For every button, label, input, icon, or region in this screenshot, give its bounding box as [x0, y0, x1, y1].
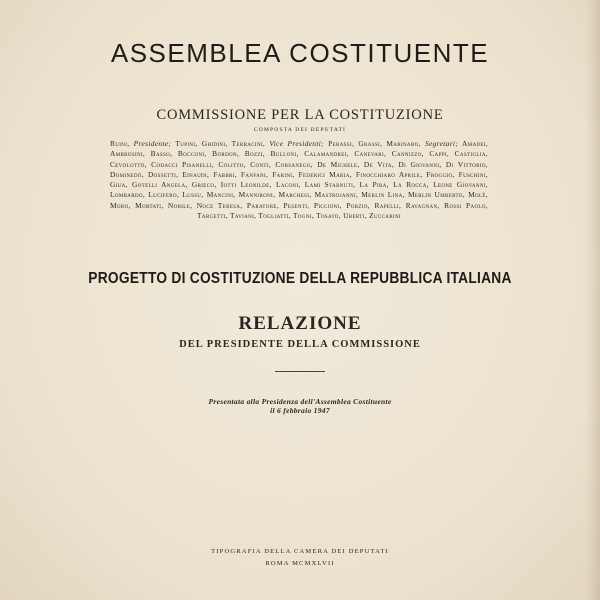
- divider: [275, 371, 325, 372]
- members-text-3: Perassi, Grassi, Marinaro,: [323, 139, 425, 148]
- place-and-year: ROMA MCMXLVII: [265, 560, 335, 567]
- members-text-4: Amadei, Ambrosini, Basso, Bocconi, Bordon, Bozzi, Bulloni, Calamandrei, Canevari, Cannizzo, Cappi, Castiglia, Cevolotto, Codacci Pisanelli, Colitto, Conti, Corsanego, De Michele, De Vita, Di Giovanni, Di Vittorio, Dominedò, Dossetti, Einaudi, Fabbri, Fanfani, Farini, Federici Maria, Finocchiaro Aprile, Froggio, Fuschini, Giua, Gotelli Angela, Grieco, Iotti Leonilde, Laconi, Lami Starnuti, La Pira, La Rocca, Leone Giovanni, Lombardo, Lucifero, Lussu, Mancini, Mannironi, Marchesi, Mastrojanni, Merlin Lina, Merlin Umberto, Molè, Moro, Mortati, Nobile, Noce Teresa, Paratore, Pesenti, Piccioni, Porzio, Rapelli, Ravagnan, Rossi Paolo, Targetti, Taviani, Togliatti, Togni, Tosato, Uberti, Zuccarini: [110, 139, 488, 221]
- report-heading: RELAZIONE: [238, 313, 362, 334]
- report-author: DEL PRESIDENTE DELLA COMMISSIONE: [179, 339, 421, 350]
- project-title: PROGETTO DI COSTITUZIONE DELLA REPUBBLICA ITALIANA: [88, 270, 512, 287]
- members-list: [110, 139, 488, 221]
- printer-imprint: TIPOGRAFIA DELLA CAMERA DEI DEPUTATI: [211, 548, 389, 555]
- presentation-line-1: Presentata alla Presidenza dell'Assemblea Costituente: [208, 397, 392, 406]
- role-vice-presidents: Vice Presidenti;: [269, 139, 324, 148]
- commission-heading: COMMISSIONE PER LA COSTITUZIONE: [156, 107, 444, 123]
- presentation-line-2: il 6 febbraio 1947: [270, 406, 330, 415]
- composed-of-label: COMPOSTA DEI DEPUTATI: [253, 127, 347, 133]
- members-text-1: Ruini,: [110, 139, 134, 148]
- members-text-2: Tupini, Ghidini, Terracini,: [171, 139, 270, 148]
- role-secretaries: Segretari;: [424, 139, 459, 148]
- presentation-note: [150, 397, 450, 415]
- page-title: ASSEMBLEA COSTITUENTE: [110, 38, 490, 68]
- role-president: Presidente;: [133, 139, 172, 148]
